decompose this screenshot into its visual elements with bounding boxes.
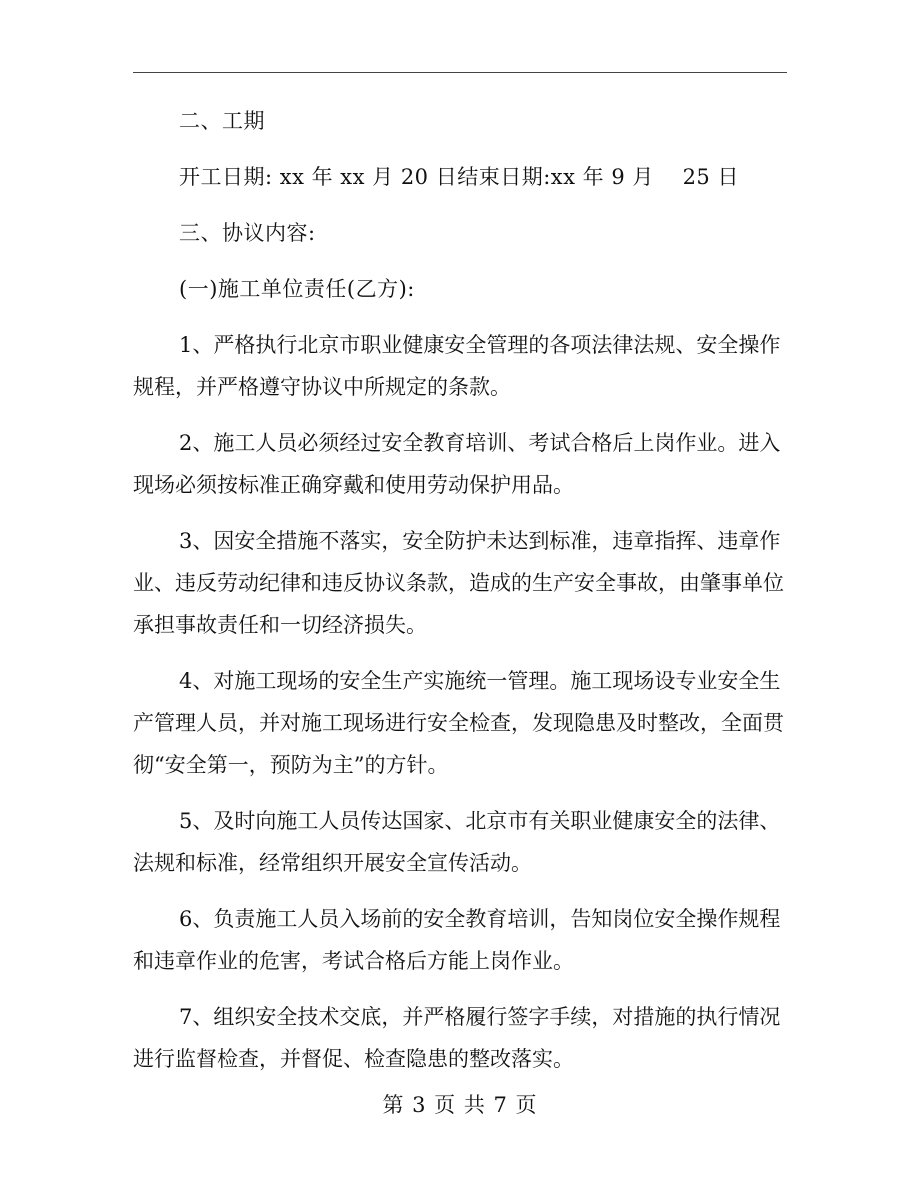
list-item	[133, 324, 787, 408]
document-body	[133, 100, 787, 1080]
agreement-heading: 三、协议内容:	[179, 221, 316, 245]
list-item-continuation-line: 和违章作业的危害，考试合格后方能上岗作业。	[133, 949, 574, 973]
list-item	[133, 422, 787, 506]
list-item-first-line: 1、严格执行北京市职业健康安全管理的各项法律法规、安全操作	[179, 333, 781, 357]
list-item	[133, 996, 787, 1080]
list-item-first-line: 3、因安全措施不落实，安全防护未达到标准，违章指挥、违章作	[179, 529, 781, 553]
list-item-continuation-line: 承担事故责任和一切经济损失。	[133, 613, 427, 637]
list-item-first-line: 7、组织安全技术交底，并严格履行签字手续，对措施的执行情况	[179, 1005, 781, 1029]
list-item-continuation-line: 产管理人员，并对施工现场进行安全检查，发现隐患及时整改，全面贯	[133, 711, 784, 735]
page-number: 第 3 页 共 7 页	[382, 1093, 538, 1117]
list-item	[133, 520, 787, 646]
list-item-first-line: 2、施工人员必须经过安全教育培训、考试合格后上岗作业。进入	[179, 431, 781, 455]
list-item-continuation-line: 规程，并严格遵守协议中所规定的条款。	[133, 375, 511, 399]
responsibility-list	[133, 324, 787, 1080]
header-rule	[133, 72, 787, 73]
list-item	[133, 660, 787, 786]
list-item-first-line: 5、及时向施工人员传达国家、北京市有关职业健康安全的法律、	[179, 809, 781, 833]
list-item-first-line: 4、对施工现场的安全生产实施统一管理。施工现场设专业安全生	[179, 669, 781, 693]
list-item-first-line: 6、负责施工人员入场前的安全教育培训，告知岗位安全操作规程	[179, 907, 781, 931]
list-item-continuation-line: 进行监督检查，并督促、检查隐患的整改落实。	[133, 1047, 574, 1071]
schedule-heading: 二、工期	[179, 109, 265, 133]
list-item	[133, 898, 787, 982]
party-b-heading: (一)施工单位责任(乙方):	[179, 277, 415, 301]
list-item-continuation-line: 彻“安全第一，预防为主”的方针。	[133, 753, 449, 777]
list-item	[133, 800, 787, 884]
list-item-continuation-line: 业、违反劳动纪律和违反协议条款，造成的生产安全事故，由肇事单位	[133, 571, 784, 595]
list-item-continuation-line: 法规和标准，经常组织开展安全宣传活动。	[133, 851, 532, 875]
list-item-continuation-line: 现场必须按标准正确穿戴和使用劳动保护用品。	[133, 473, 574, 497]
schedule-dates: 开工日期: xx 年 xx 月 20 日结束日期:xx 年 9 月 25 日	[179, 165, 739, 189]
